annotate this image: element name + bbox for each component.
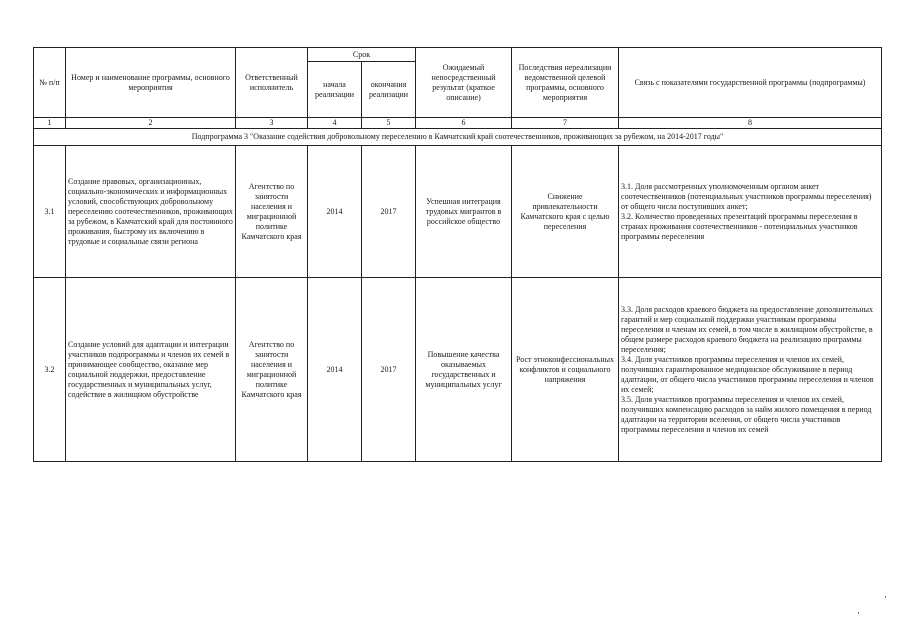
measure-name: Создание условий для адаптации и интеграции участников подпрограммы и членов их семей в принимающее сообщество, оказание мер социальной поддержки, предоставление государственных и муниципальных услуг, содействие в жилищном обустройстве	[66, 278, 236, 462]
expected-result: Повышение качества оказываемых государственных и муниципальных услуг	[416, 278, 512, 462]
subprogram-title: Подпрограмма 3 "Оказание содействия добровольному переселению в Камчатский край соотечественников, проживающих за рубежом, на 2014-2017 годы"	[34, 129, 882, 146]
start-year: 2014	[308, 146, 362, 278]
table-row	[34, 146, 882, 278]
indicator-text: 3.4. Доля участников программы переселения и членов их семей, получивших гарантированное медицинское обслуживание в период адаптации, от общего числа участников программы переселения и членов их семей;	[621, 354, 874, 394]
header-name: Номер и наименование программы, основного мероприятия	[66, 48, 236, 118]
indicator-text: 3.1. Доля рассмотренных уполномоченным органом анкет соотечественников (потенциальных участников программы переселения) от общего числа поступивших анкет;	[621, 181, 872, 211]
column-number: 1	[34, 118, 66, 129]
indicator-text: 3.5. Доля участников программы переселения и членов их семей, получивших компенсацию расходов за найм жилого помещения в период адаптации на территории вселения, от общего числа участников программы переселения и членов их семей	[621, 394, 872, 434]
header-no: № п/п	[34, 48, 66, 118]
column-number: 4	[308, 118, 362, 129]
column-number: 5	[362, 118, 416, 129]
end-year: 2017	[362, 278, 416, 462]
header-consequences: Последствия нереализации ведомственной целевой программы, основного мероприятия	[512, 48, 619, 118]
header-expected-result: Ожидаемый непосредственный результат (краткое описание)	[416, 48, 512, 118]
start-year: 2014	[308, 278, 362, 462]
column-number: 8	[619, 118, 882, 129]
consequences: Рост этноконфессиональных конфликтов и социального напряжения	[512, 278, 619, 462]
column-number: 3	[236, 118, 308, 129]
column-number: 6	[416, 118, 512, 129]
row-number: 3.2	[34, 278, 66, 462]
table-row	[34, 278, 882, 462]
header-responsible: Ответственный исполнитель	[236, 48, 308, 118]
column-number: 2	[66, 118, 236, 129]
column-number: 7	[512, 118, 619, 129]
header-term: Срок	[308, 48, 416, 62]
consequences: Снижение привлекательности Камчатского края с целью переселения	[512, 146, 619, 278]
responsible-executor: Агентство по занятости населения и миграционной политике Камчатского края	[236, 146, 308, 278]
scan-mark	[858, 612, 859, 614]
header-end: окончания реализации	[362, 62, 416, 118]
indicators-cell	[619, 278, 882, 462]
measure-name: Создание правовых, организационных, социально-экономических и информационных условий, способствующих добровольному переселению соотечественников, проживающих за рубежом, в Камчатский край для постоянного проживания, быстрому их включению в трудовые и социальные связи региона	[66, 146, 236, 278]
end-year: 2017	[362, 146, 416, 278]
row-number: 3.1	[34, 146, 66, 278]
header-indicators-link: Связь с показателями государственной программы (подпрограммы)	[619, 48, 882, 118]
indicator-text: 3.2. Количество проведенных презентаций программы переселения в странах проживания соотечественников - потенциальных участников программы переселения	[621, 211, 858, 241]
responsible-executor: Агентство по занятости населения и миграционной политике Камчатского края	[236, 278, 308, 462]
header-start: начала реализации	[308, 62, 362, 118]
expected-result: Успешная интеграция трудовых мигрантов в российское общество	[416, 146, 512, 278]
program-table	[33, 47, 882, 462]
indicator-text: 3.3. Доля расходов краевого бюджета на предоставление дополнительных гарантий и мер социальной поддержки участникам программы переселения и членам их семей, в том числе в жилищном обустройстве, в общем размере расходов краевого бюджета на реализацию программы переселения;	[621, 304, 873, 354]
indicators-cell	[619, 146, 882, 278]
scan-mark	[885, 596, 886, 598]
